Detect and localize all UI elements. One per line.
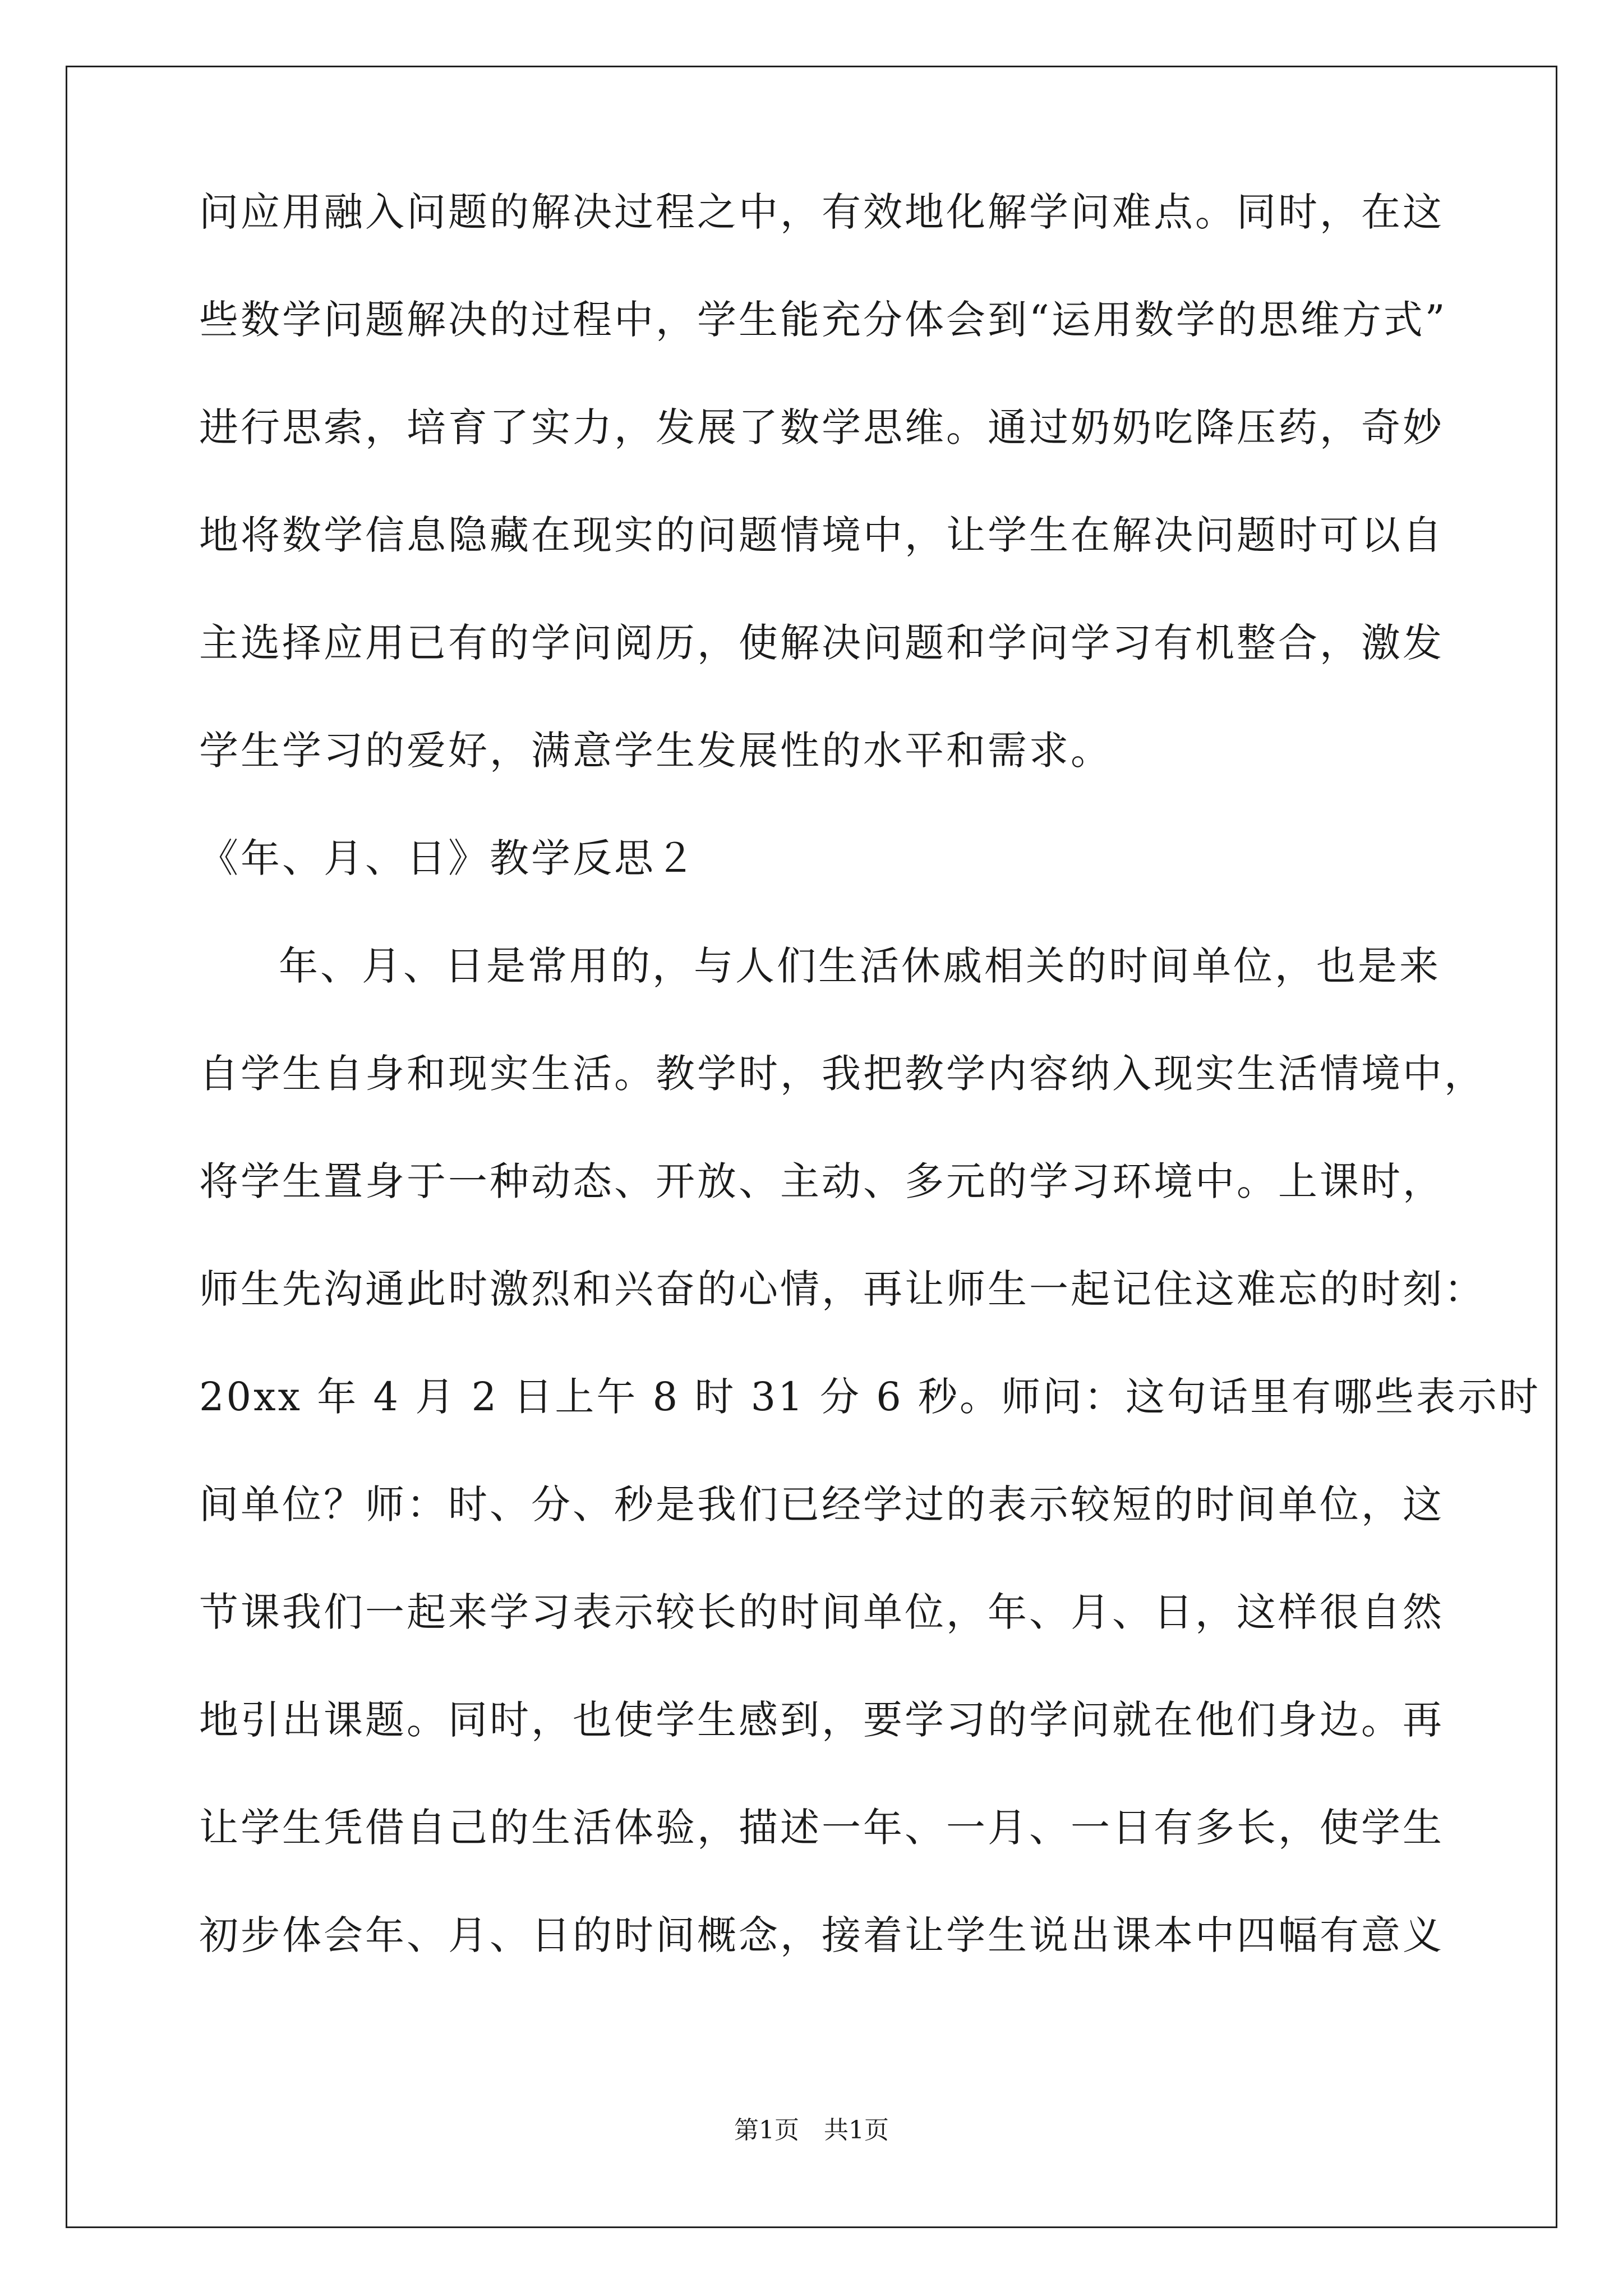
- body-text-line: 学生学习的爱好，满意学生发展性的水平和需求。: [199, 728, 1112, 774]
- body-text-line: 地将数学信息隐藏在现实的问题情境中，让学生在解决问题时可以自: [199, 512, 1444, 558]
- body-text-line: 将学生置身于一种动态、开放、主动、多元的学习环境中。上课时，: [199, 1158, 1444, 1204]
- document-body: [199, 185, 1541, 2016]
- body-text-line: 节课我们一起来学习表示较长的时间单位，年、月、日，这样很自然: [199, 1589, 1444, 1635]
- body-text-line: 进行思索，培育了实力，发展了数学思维。通过奶奶吃降压药，奇妙: [199, 404, 1444, 450]
- body-text-line: 间单位？师：时、分、秒是我们已经学过的表示较短的时间单位，这: [199, 1481, 1444, 1527]
- body-text-line: 20xx 年 4 月 2 日上午 8 时 31 分 6 秒。师问：这句话里有哪些表示时: [199, 1374, 1541, 1420]
- body-text-line: 自学生自身和现实生活。教学时，我把教学内容纳入现实生活情境中，: [199, 1051, 1486, 1097]
- body-text-line: 初步体会年、月、日的时间概念，接着让学生说出课本中四幅有意义: [199, 1912, 1444, 1958]
- body-text-line: 年、月、日是常用的，与人们生活休戚相关的时间单位，也是来: [279, 943, 1441, 989]
- body-text-line: 问应用融入问题的解决过程之中，有效地化解学问难点。同时，在这: [199, 189, 1444, 235]
- body-text-line: 主选择应用已有的学问阅历，使解决问题和学问学习有机整合，激发: [199, 620, 1444, 666]
- page-number-footer: 第1页 共1页: [734, 2116, 889, 2145]
- section-heading: 《年、月、日》教学反思２: [199, 835, 697, 881]
- body-text-line: 让学生凭借自己的生活体验，描述一年、一月、一日有多长，使学生: [199, 1805, 1444, 1851]
- body-text-line: 地引出课题。同时，也使学生感到，要学习的学问就在他们身边。再: [199, 1697, 1444, 1743]
- body-text-line: 师生先沟通此时激烈和兴奋的心情，再让师生一起记住这难忘的时刻：: [199, 1266, 1486, 1312]
- body-text-line: 些数学问题解决的过程中，学生能充分体会到“运用数学的思维方式”: [199, 297, 1447, 343]
